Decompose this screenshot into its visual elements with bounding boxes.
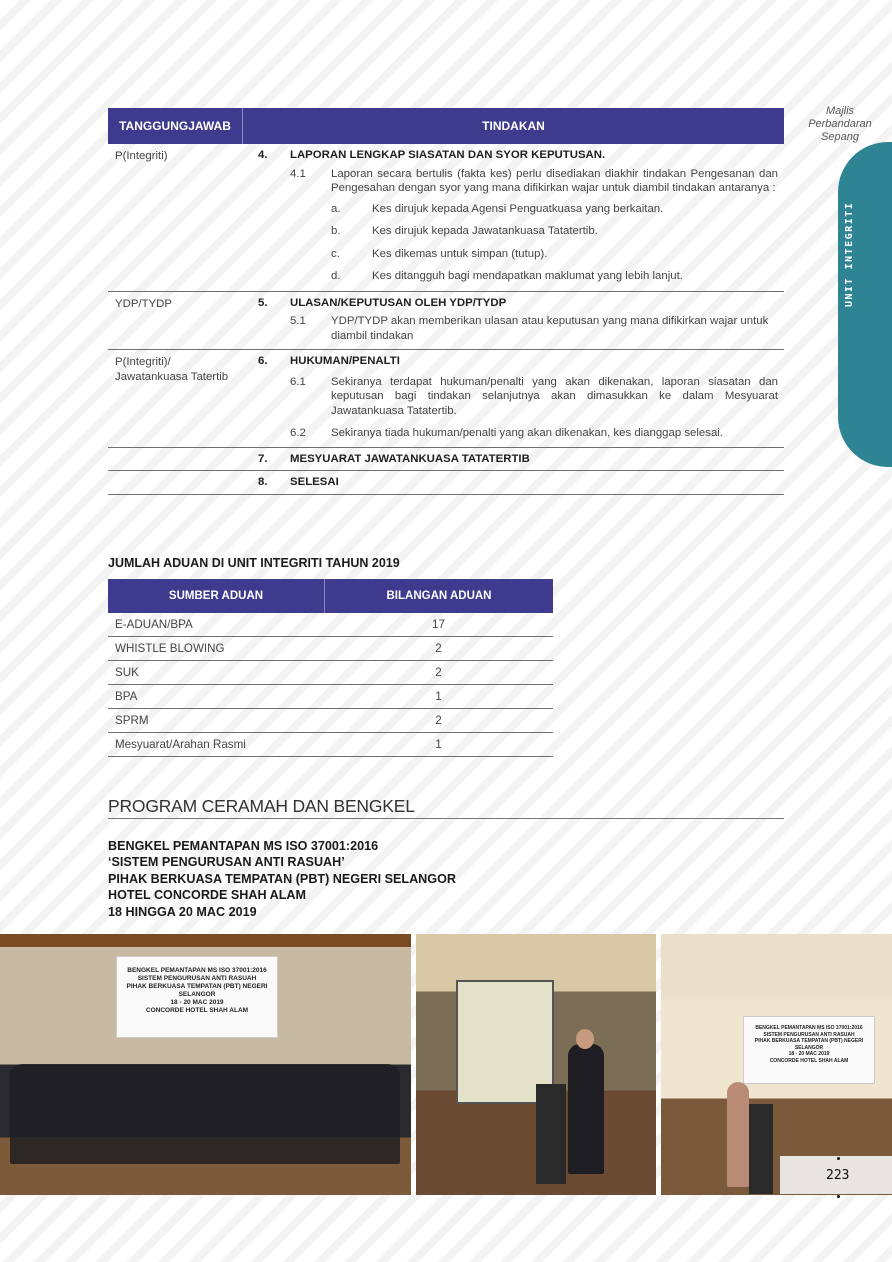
section-side-tab [838, 142, 892, 467]
table-row [108, 144, 784, 292]
option-letter: a. [331, 202, 341, 215]
table-row [108, 292, 784, 351]
complaints-title: JUMLAH ADUAN DI UNIT INTEGRITI TAHUN 2019 [108, 556, 400, 570]
option-letter: b. [331, 225, 341, 237]
program-section-title: PROGRAM CERAMAH DAN BENGKEL [108, 796, 415, 816]
header-action: TINDAKAN [482, 119, 545, 133]
sub-step [290, 167, 784, 196]
sub-step [290, 375, 784, 419]
option-text: Kes dirujuk kepada Agensi Penguatkuasa yang berkaitan. [372, 202, 664, 215]
banner-line: BENGKEL PEMANTAPAN MS ISO 37001:2016 [755, 1025, 863, 1031]
step-heading [258, 452, 784, 467]
responsibility-cell: P(Integriti) [115, 150, 168, 162]
responsibility-cell [108, 471, 242, 494]
speaker-head [576, 1029, 594, 1049]
header-count: BILANGAN ADUAN [386, 590, 492, 602]
option-letter: c. [331, 247, 340, 260]
count-cell: 17 [432, 618, 445, 631]
group-silhouette [10, 1064, 400, 1164]
step-title: HUKUMAN/PENALTI [290, 355, 400, 367]
option-text: Kes ditangguh bagi mendapatkan maklumat yang lebih lanjut. [372, 270, 683, 282]
responsibility-cell [108, 448, 242, 471]
banner-line: CONCORDE HOTEL SHAH ALAM [769, 1057, 849, 1064]
banner-line: PIHAK BERKUASA TEMPATAN (PBT) NEGERI SELANGOR [754, 1038, 864, 1051]
procedure-table [108, 108, 784, 495]
table-row [108, 471, 784, 495]
complaints-table [108, 579, 553, 757]
option-item [331, 202, 784, 217]
program-line: HOTEL CONCORDE SHAH ALAM [108, 888, 307, 903]
step-title: LAPORAN LENGKAP SIASATAN DAN SYOR KEPUTUSAN. [290, 149, 606, 161]
count-cell: 2 [435, 666, 442, 679]
speaker-figure [727, 1082, 749, 1187]
program-line: PIHAK BERKUASA TEMPATAN (PBT) NEGERI SELANGOR [108, 871, 456, 886]
header-source: SUMBER ADUAN [108, 579, 325, 613]
table-row [108, 685, 553, 709]
count-cell: 1 [435, 690, 442, 703]
table-row [108, 448, 784, 472]
procedure-table-header [108, 108, 784, 144]
section-divider [108, 818, 784, 819]
table-row [108, 733, 553, 757]
page-number: 223 [826, 1168, 850, 1183]
brand-line: Sepang [821, 131, 859, 143]
brand-line: Perbandaran [808, 118, 872, 130]
action-cell [242, 144, 784, 291]
count-cell: 2 [435, 642, 442, 655]
sub-step-text: Laporan secara bertulis (fakta kes) perlu disediakan diakhir tindakan Pengesanan dan Pengesahan dengan syor yang mana difikirkan wajar untuk diambil tindakan antaranya : [331, 167, 778, 194]
source-cell: E-ADUAN/BPA [115, 618, 193, 631]
step-title: ULASAN/KEPUTUSAN OLEH YDP/TYDP [290, 296, 507, 309]
sub-step-text: Sekiranya terdapat hukuman/penalti yang akan dikenakan, laporan siasatan dan keputusan bagi tindakan selanjutnya akan dimasukkan ke dalam Mesyuarat Jawatankuasa Tatatertib. [331, 375, 778, 417]
option-text: Kes dikemas untuk simpan (tutup). [372, 247, 548, 260]
podium [749, 1104, 773, 1194]
table-row [108, 350, 784, 448]
banner-line: CONCORDE HOTEL SHAH ALAM [145, 1007, 249, 1014]
program-line: BENGKEL PEMANTAPAN MS ISO 37001:2016 [108, 839, 379, 853]
podium [536, 1084, 566, 1184]
program-line: 18 HINGGA 20 MAC 2019 [108, 904, 257, 919]
option-item [331, 247, 784, 262]
sub-step-text: YDP/TYDP akan memberikan ulasan atau keputusan yang mana difikirkan wajar untuk diambil tindakan [331, 315, 769, 342]
sub-step-text: Sekiranya tiada hukuman/penalti yang akan dikenakan, kes dianggap selesai. [331, 427, 723, 439]
speaker-photo-male [416, 934, 656, 1195]
event-banner [116, 956, 278, 1038]
count-cell: 2 [435, 714, 442, 727]
option-letter: d. [331, 270, 341, 282]
table-row [108, 709, 553, 733]
option-item [331, 224, 784, 239]
step-number: 7. [258, 452, 268, 465]
action-cell [242, 350, 784, 447]
sub-step [290, 426, 784, 441]
sub-step-number: 4.1 [290, 167, 306, 180]
responsibility-cell: P(Integriti)/ Jawatankuasa Tatertib [115, 356, 229, 383]
sub-step-number: 6.2 [290, 427, 306, 439]
program-line: ‘SISTEM PENGURUSAN ANTI RASUAH’ [108, 855, 345, 870]
event-banner [743, 1016, 875, 1084]
speaker-figure [568, 1044, 604, 1174]
sub-step-number: 6.1 [290, 375, 306, 388]
source-cell: Mesyuarat/Arahan Rasmi [115, 738, 246, 751]
header-responsibility: TANGGUNGJAWAB [108, 108, 243, 144]
source-cell: SPRM [115, 714, 149, 727]
banner-line: SISTEM PENGURUSAN ANTI RASUAH [137, 975, 257, 982]
option-item [331, 269, 784, 284]
step-title: SELESAI [290, 476, 339, 488]
step-number: 5. [258, 296, 268, 309]
step-heading [258, 475, 784, 490]
step-number: 6. [258, 355, 268, 367]
program-details [108, 838, 456, 920]
action-cell [242, 448, 784, 471]
section-side-tab-label: UNIT INTEGRITI [844, 201, 855, 307]
complaints-table-header [108, 579, 553, 613]
action-cell [242, 292, 784, 350]
table-row [108, 637, 553, 661]
banner-line: 18 - 20 MAC 2019 [170, 999, 224, 1006]
banner-line: SISTEM PENGURUSAN ANTI RASUAH [763, 1031, 855, 1038]
step-number: 4. [258, 149, 268, 161]
step-title: MESYUARAT JAWATANKUASA TATATERTIB [290, 452, 530, 465]
step-heading [258, 296, 784, 311]
responsibility-cell: YDP/TYDP [115, 297, 172, 310]
banner-line: 18 - 20 MAC 2019 [788, 1051, 830, 1057]
source-cell: BPA [115, 690, 138, 703]
sub-step [290, 314, 784, 343]
step-number: 8. [258, 476, 268, 488]
source-cell: SUK [115, 666, 139, 679]
banner-line: BENGKEL PEMANTAPAN MS ISO 37001:2016 [127, 967, 267, 974]
brand-name [800, 105, 880, 144]
table-row [108, 613, 553, 637]
step-heading [258, 148, 784, 163]
table-row [108, 661, 553, 685]
sub-step-number: 5.1 [290, 315, 306, 327]
source-cell: WHISTLE BLOWING [115, 642, 225, 655]
dot-icon [837, 1195, 840, 1198]
brand-line: Majlis [825, 105, 855, 117]
option-text: Kes dirujuk kepada Jawatankuasa Tatatertib. [372, 225, 598, 237]
count-cell: 1 [435, 738, 442, 751]
step-heading [258, 354, 784, 369]
banner-line: PIHAK BERKUASA TEMPATAN (PBT) NEGERI SELANGOR [126, 983, 268, 998]
dot-icon [837, 1157, 840, 1160]
group-photo [0, 934, 411, 1195]
action-cell [242, 471, 784, 494]
